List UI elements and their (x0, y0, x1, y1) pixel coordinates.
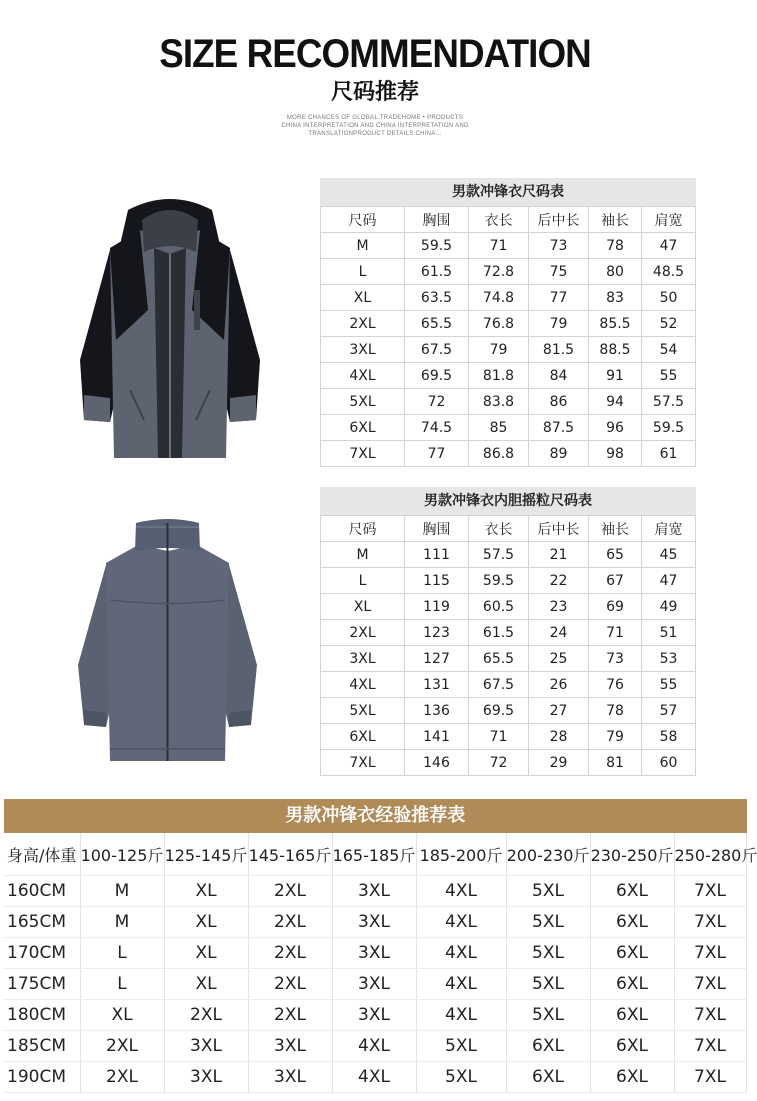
table-cell: 86 (529, 389, 589, 415)
table-cell: 3XL (248, 1062, 332, 1093)
table-header-row (4, 833, 746, 876)
table-cell: 94 (589, 389, 642, 415)
row-label: XL (321, 285, 405, 311)
recommendation-table (4, 799, 757, 1093)
recommendation-table-title: 男款冲锋衣经验推荐表 (4, 799, 747, 833)
table-cell: 7XL (674, 1000, 746, 1031)
column-header: 后中长 (529, 207, 589, 233)
column-header: 230-250斤 (590, 833, 674, 876)
table-cell: 72 (405, 389, 469, 415)
page-subtitle: 尺码推荐 (330, 80, 419, 105)
table-cell: 78 (589, 233, 642, 259)
table-cell: 5XL (416, 1031, 506, 1062)
table-cell: L (80, 969, 164, 1000)
table-cell: 47 (642, 233, 696, 259)
row-label: 6XL (321, 415, 405, 441)
table-cell: 6XL (590, 876, 674, 907)
outer-size-table (320, 178, 696, 467)
table-cell: 87.5 (529, 415, 589, 441)
table-cell: 85 (469, 415, 529, 441)
table-cell: 28 (529, 724, 589, 750)
table-cell: 69 (589, 594, 642, 620)
table-cell: 2XL (248, 907, 332, 938)
table-cell: 45 (642, 542, 696, 568)
table-cell: 75 (529, 259, 589, 285)
table-cell: 81.8 (469, 363, 529, 389)
table-row (321, 698, 696, 724)
table-row (321, 285, 696, 311)
table-cell: 4XL (416, 907, 506, 938)
table-cell: 7XL (674, 938, 746, 969)
table-cell: 7XL (674, 1031, 746, 1062)
tagline (0, 114, 750, 138)
column-header: 袖长 (589, 207, 642, 233)
table-row (321, 542, 696, 568)
table-cell: 3XL (248, 1031, 332, 1062)
table-cell: 22 (529, 568, 589, 594)
table-cell: 77 (529, 285, 589, 311)
table-row (321, 311, 696, 337)
row-label: 4XL (321, 672, 405, 698)
row-label: 160CM (4, 876, 80, 907)
table-cell: 5XL (506, 907, 590, 938)
table-cell: 2XL (248, 969, 332, 1000)
table-cell: 51 (642, 620, 696, 646)
table-cell: 29 (529, 750, 589, 776)
table-cell: 50 (642, 285, 696, 311)
column-header: 胸围 (405, 516, 469, 542)
table-row (321, 337, 696, 363)
table-cell: 79 (529, 311, 589, 337)
table-cell: 3XL (164, 1031, 248, 1062)
table-row (321, 259, 696, 285)
hooded-jacket-image (70, 190, 270, 465)
table-cell: 98 (589, 441, 642, 467)
table-cell: 3XL (332, 1000, 416, 1031)
row-label: L (321, 259, 405, 285)
table-cell: 63.5 (405, 285, 469, 311)
table-cell: 81.5 (529, 337, 589, 363)
column-header: 100-125斤 (80, 833, 164, 876)
table-cell: 47 (642, 568, 696, 594)
table-cell: 3XL (332, 907, 416, 938)
table-cell: 23 (529, 594, 589, 620)
table-cell: 115 (405, 568, 469, 594)
table-cell: 5XL (506, 969, 590, 1000)
table-cell: 119 (405, 594, 469, 620)
table-row (321, 363, 696, 389)
row-label: 170CM (4, 938, 80, 969)
row-label: 185CM (4, 1031, 80, 1062)
row-label: 2XL (321, 311, 405, 337)
table-row (4, 1031, 746, 1062)
table-cell: 3XL (332, 969, 416, 1000)
table-cell: 76 (589, 672, 642, 698)
table-cell: 76.8 (469, 311, 529, 337)
column-header: 185-200斤 (416, 833, 506, 876)
table-cell: 4XL (416, 876, 506, 907)
table-cell: 2XL (248, 938, 332, 969)
table-cell: 65 (589, 542, 642, 568)
table-cell: 3XL (164, 1062, 248, 1093)
column-header: 胸围 (405, 207, 469, 233)
table-cell: 49 (642, 594, 696, 620)
table-cell: 3XL (332, 876, 416, 907)
row-label: 3XL (321, 337, 405, 363)
table-cell: 71 (589, 620, 642, 646)
table-cell: 73 (529, 233, 589, 259)
table-cell: 5XL (506, 1000, 590, 1031)
fleece-jacket-image (70, 515, 265, 765)
table-cell: L (80, 938, 164, 969)
table-cell: 3XL (332, 938, 416, 969)
table-cell: 83.8 (469, 389, 529, 415)
tagline-line: TRANSLATIONPRODUCT DETAILS CHINA... (308, 131, 442, 137)
table-row (321, 672, 696, 698)
column-header: 衣长 (469, 207, 529, 233)
table-cell: 91 (589, 363, 642, 389)
table-cell: M (80, 876, 164, 907)
table-cell: 60.5 (469, 594, 529, 620)
row-label: 175CM (4, 969, 80, 1000)
table-cell: 136 (405, 698, 469, 724)
table-cell: XL (164, 876, 248, 907)
table-cell: 25 (529, 646, 589, 672)
table-cell: 21 (529, 542, 589, 568)
table-cell: 5XL (506, 876, 590, 907)
table-cell: 52 (642, 311, 696, 337)
table-cell: 57.5 (469, 542, 529, 568)
table-cell: 48.5 (642, 259, 696, 285)
column-header: 袖长 (589, 516, 642, 542)
tagline-line: CHINA INTERPRETATION AND CHINA INTERPRETATION AND (281, 123, 469, 129)
table-cell: 89 (529, 441, 589, 467)
column-header: 后中长 (529, 516, 589, 542)
table-cell: 4XL (416, 969, 506, 1000)
table-cell: 65.5 (405, 311, 469, 337)
table-row (321, 724, 696, 750)
fleece-table-title: 男款冲锋衣内胆摇粒尺码表 (320, 487, 696, 515)
table-cell: 86.8 (469, 441, 529, 467)
table-cell: 88.5 (589, 337, 642, 363)
table-row (4, 969, 746, 1000)
row-label: XL (321, 594, 405, 620)
column-header: 250-280斤 (674, 833, 746, 876)
column-header: 肩宽 (642, 516, 696, 542)
table-cell: 146 (405, 750, 469, 776)
column-header: 身高/体重 (4, 833, 80, 876)
table-cell: 77 (405, 441, 469, 467)
table-cell: 131 (405, 672, 469, 698)
row-label: 2XL (321, 620, 405, 646)
table-cell: 6XL (506, 1062, 590, 1093)
outer-table-title: 男款冲锋衣尺码表 (320, 178, 696, 206)
table-cell: 79 (469, 337, 529, 363)
table-cell: 26 (529, 672, 589, 698)
table-cell: 27 (529, 698, 589, 724)
fleece-size-table (320, 487, 696, 776)
table-cell: 2XL (80, 1062, 164, 1093)
table-cell: 78 (589, 698, 642, 724)
table-cell: 123 (405, 620, 469, 646)
table-cell: 61.5 (469, 620, 529, 646)
column-header: 145-165斤 (248, 833, 332, 876)
table-cell: 2XL (80, 1031, 164, 1062)
table-cell: 83 (589, 285, 642, 311)
table-cell: 69.5 (405, 363, 469, 389)
table-header-row (321, 207, 696, 233)
table-row (321, 441, 696, 467)
column-header: 125-145斤 (164, 833, 248, 876)
table-row (321, 594, 696, 620)
table-row (321, 750, 696, 776)
table-cell: 111 (405, 542, 469, 568)
row-label: 6XL (321, 724, 405, 750)
table-cell: 71 (469, 233, 529, 259)
table-cell: 55 (642, 672, 696, 698)
table-cell: 127 (405, 646, 469, 672)
column-header: 衣长 (469, 516, 529, 542)
row-label: 4XL (321, 363, 405, 389)
table-cell: 7XL (674, 876, 746, 907)
table-cell: 72 (469, 750, 529, 776)
column-header: 尺码 (321, 207, 405, 233)
table-cell: 2XL (248, 1000, 332, 1031)
table-cell: 4XL (416, 938, 506, 969)
column-header: 肩宽 (642, 207, 696, 233)
table-cell: 74.8 (469, 285, 529, 311)
table-cell: XL (164, 969, 248, 1000)
table-cell: 4XL (332, 1031, 416, 1062)
table-cell: 2XL (164, 1000, 248, 1031)
row-label: M (321, 233, 405, 259)
row-label: M (321, 542, 405, 568)
table-cell: 96 (589, 415, 642, 441)
table-cell: 6XL (590, 1062, 674, 1093)
table-cell: 54 (642, 337, 696, 363)
row-label: 165CM (4, 907, 80, 938)
table-cell: XL (80, 1000, 164, 1031)
table-cell: M (80, 907, 164, 938)
row-label: 7XL (321, 750, 405, 776)
table-cell: 73 (589, 646, 642, 672)
table-row (4, 1062, 746, 1093)
column-header: 尺码 (321, 516, 405, 542)
table-row (321, 389, 696, 415)
row-label: 3XL (321, 646, 405, 672)
table-row (4, 1000, 746, 1031)
table-cell: 59.5 (642, 415, 696, 441)
row-label: 7XL (321, 441, 405, 467)
table-cell: 24 (529, 620, 589, 646)
table-cell: 61 (642, 441, 696, 467)
table-cell: 80 (589, 259, 642, 285)
page-header (0, 30, 750, 138)
table-cell: 7XL (674, 907, 746, 938)
table-cell: 59.5 (405, 233, 469, 259)
table-cell: 71 (469, 724, 529, 750)
table-cell: 72.8 (469, 259, 529, 285)
tagline-line: MORE CHANCES OF GLOBAL TRADEHOME • PRODUCTS (286, 115, 464, 121)
table-cell: 55 (642, 363, 696, 389)
table-cell: 67.5 (469, 672, 529, 698)
table-cell: XL (164, 938, 248, 969)
table-cell: 85.5 (589, 311, 642, 337)
table-cell: 60 (642, 750, 696, 776)
table-cell: 6XL (590, 1000, 674, 1031)
table-cell: 6XL (590, 969, 674, 1000)
table-cell: 58 (642, 724, 696, 750)
table-cell: 84 (529, 363, 589, 389)
table-cell: 6XL (590, 938, 674, 969)
table-cell: 141 (405, 724, 469, 750)
table-cell: 5XL (416, 1062, 506, 1093)
table-cell: 53 (642, 646, 696, 672)
table-cell: 7XL (674, 969, 746, 1000)
row-label: 180CM (4, 1000, 80, 1031)
table-row (321, 415, 696, 441)
table-cell: 79 (589, 724, 642, 750)
table-cell: 6XL (506, 1031, 590, 1062)
column-header: 200-230斤 (506, 833, 590, 876)
table-row (4, 907, 746, 938)
table-cell: 57 (642, 698, 696, 724)
table-cell: XL (164, 907, 248, 938)
table-cell: 61.5 (405, 259, 469, 285)
table-row (321, 233, 696, 259)
table-cell: 7XL (674, 1062, 746, 1093)
table-cell: 65.5 (469, 646, 529, 672)
table-cell: 4XL (416, 1000, 506, 1031)
table-row (4, 938, 746, 969)
row-label: L (321, 568, 405, 594)
table-header-row (321, 516, 696, 542)
table-row (321, 568, 696, 594)
table-cell: 69.5 (469, 698, 529, 724)
row-label: 5XL (321, 389, 405, 415)
row-label: 5XL (321, 698, 405, 724)
table-cell: 2XL (248, 876, 332, 907)
page-title: SIZE RECOMMENDATION (159, 32, 591, 76)
table-cell: 74.5 (405, 415, 469, 441)
table-cell: 67.5 (405, 337, 469, 363)
table-row (321, 646, 696, 672)
table-cell: 4XL (332, 1062, 416, 1093)
table-row (321, 620, 696, 646)
table-cell: 6XL (590, 907, 674, 938)
table-cell: 67 (589, 568, 642, 594)
table-cell: 6XL (590, 1031, 674, 1062)
table-cell: 57.5 (642, 389, 696, 415)
column-header: 165-185斤 (332, 833, 416, 876)
table-row (4, 876, 746, 907)
table-cell: 81 (589, 750, 642, 776)
table-cell: 5XL (506, 938, 590, 969)
table-cell: 59.5 (469, 568, 529, 594)
row-label: 190CM (4, 1062, 80, 1093)
